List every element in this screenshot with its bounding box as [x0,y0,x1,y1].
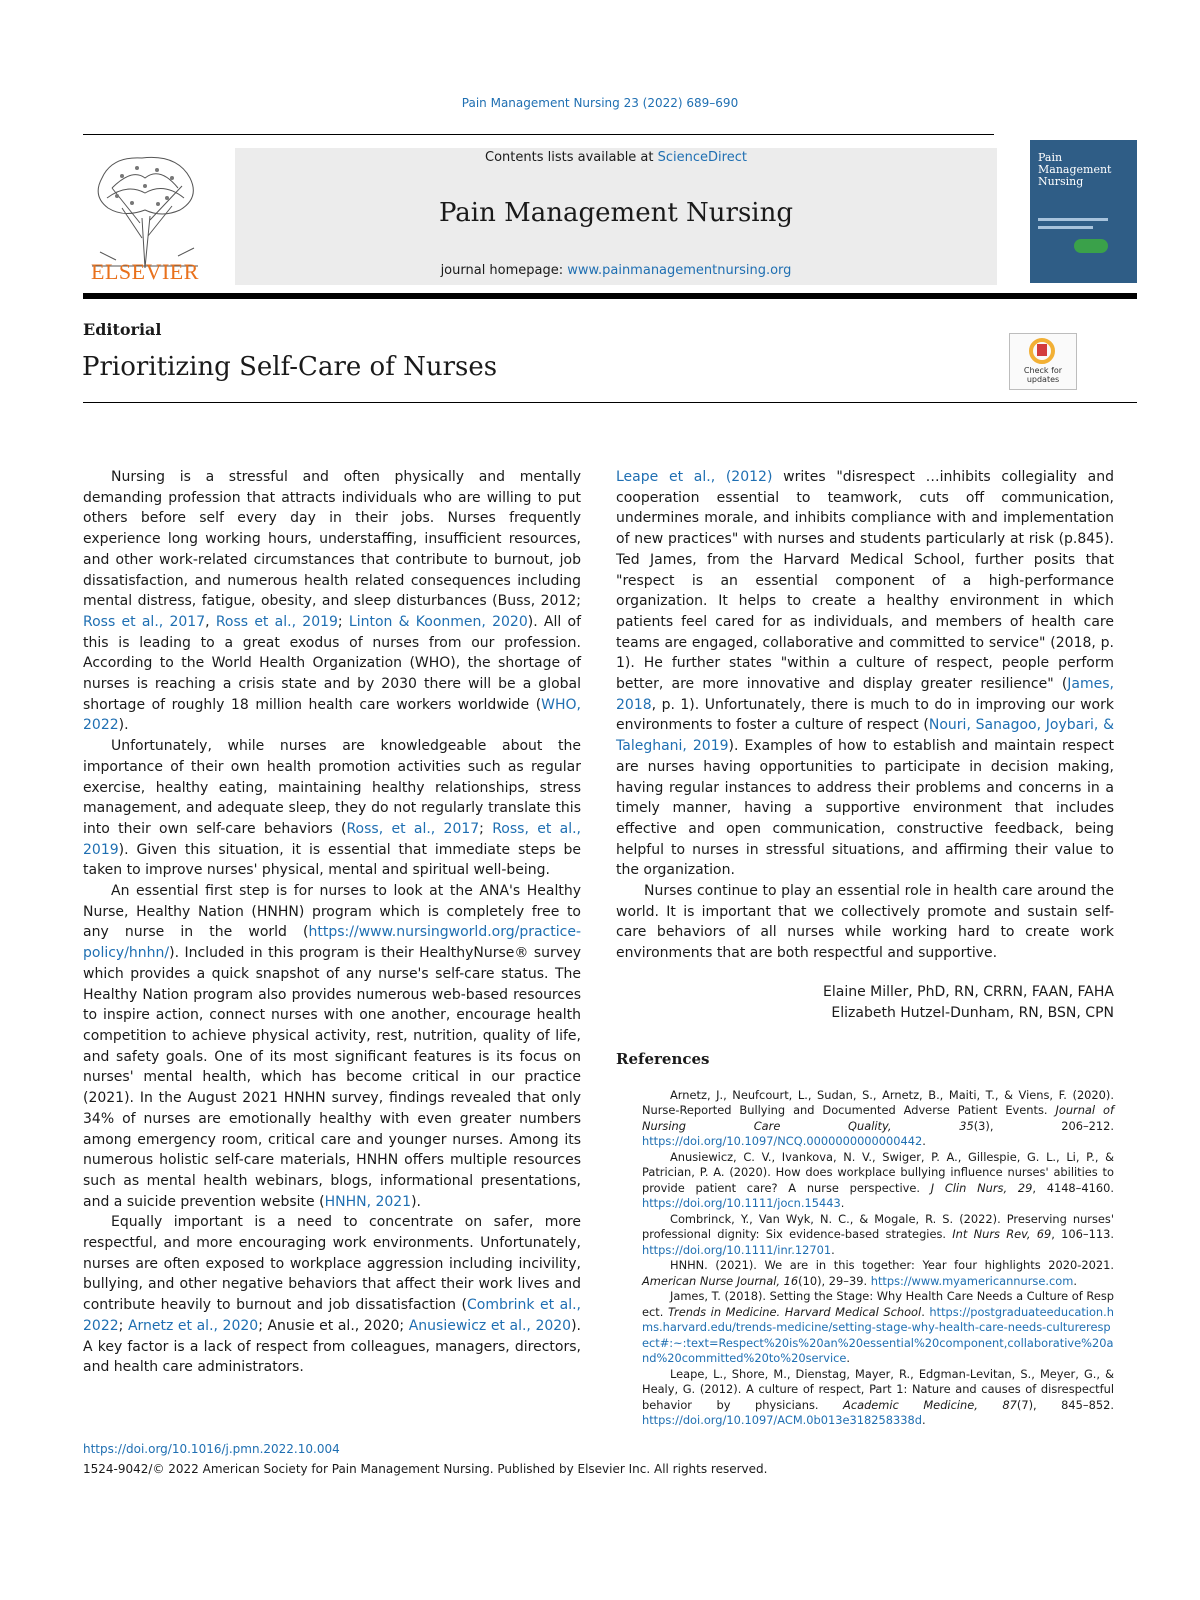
contents-prefix: Contents lists available at [485,150,658,165]
citation-link[interactable]: Combrink et al., 2022 [83,1297,581,1334]
contents-line [235,150,997,165]
author-name: Elaine Miller, PhD, RN, CRRN, FAAN, FAHA [823,983,1114,1000]
paragraph-1 [83,467,581,736]
text: Academic Medicine, 87 [843,1397,1017,1412]
citation-link[interactable]: Arnetz et al., 2020 [127,1317,259,1334]
text: . [1073,1273,1077,1288]
text: . [921,1413,926,1428]
citation-link[interactable]: HNHN, 2021 [324,1193,412,1210]
text: James, T. (2018). Setting the Stage: Why Health Care Needs a Culture of Respect. [642,1289,1114,1319]
text: (7), 845–852. [1016,1397,1114,1412]
author-name: Elizabeth Hutzel-Dunham, RN, BSN, CPN [831,1004,1114,1021]
text: . [846,1351,851,1366]
text: , 106–113. [1051,1227,1114,1242]
header-thick-rule [83,293,1137,299]
paragraph-2 [83,736,581,881]
reference-item [616,1258,1114,1289]
reference-doi-link[interactable]: https://doi.org/10.1111/inr.12701 [642,1242,832,1257]
reference-url-link[interactable]: https://www.myamericannurse.com [870,1273,1074,1288]
text: ). Given this situation, it is essential that immediate steps be taken to improve nurses' physical, mental and spiritual well-being. [83,841,581,879]
text: writes "disrespect …inhibits collegiality and cooperation essential to teamwork, cuts off communication, undermines morale, and inhibits compliance with and implementation of new practices" with nurses and students particularly at risk (p.845). Ted James, from the Harvard Medical School, further posits that "respect is an essential component of a high-performance organization. It helps to create a healthy environment in which patients feel cared for as individuals, and members of health care teams are engaged, collaborative and committed to service" (2018, p. 1). He further states "within a culture of respect, people perform better, are more innovative and display greater resilience" ( [616,469,1114,693]
article-title: Prioritizing Self-Care of Nurses [82,352,498,382]
text: J Clin Nurs, 29 [930,1180,1033,1195]
reference-item [616,1088,1114,1150]
text: , p. 1). Unfortunately, there is much to do in improving our work environments to foster a culture of respect ( [616,696,1114,734]
citation-link[interactable]: Leape et al., (2012) [616,469,773,485]
check-updates-label: Check for updates [1023,366,1063,384]
text: ). [118,717,129,734]
publisher-wordmark: ELSEVIER [91,259,199,284]
bookmark-icon [1037,344,1047,356]
text: ; [479,820,493,837]
body-column-right [616,467,1114,1429]
hnhn-url-link[interactable]: https://www.nursingworld.org/practice-policy/hnhn/ [83,924,581,962]
text: Nursing is a stressful and often physically and mentally demanding profession that attracts individuals who are willing to put others before self every day in their jobs. Nurses frequently experience long working hours, understaffing, insufficient resources, and other work-related circumstances that contribute to burnout, job dissatisfaction, and numerous health related consequences including mental distress, fatigue, obesity, and sleep disturbances (Buss, 2012; [83,469,581,610]
text: . [831,1242,835,1257]
text: ). Examples of how to establish and maintain respect are nurses having opportunities to participate in decision making, having regular instances to address their problems and concerns in a timely manner, having a supportive environment that includes effective and open communication, constructive feedback, being helpful to nurses in stressful situations, and affirming their value to the organization. [616,738,1114,879]
text: Leape, L., Shore, M., Dienstag, Mayer, R., Edgman-Levitan, S., Meyer, G., & Healy, G. (2012). A culture of respect, Part 1: Nature and causes of disrespectful behavior by physicians. [642,1366,1114,1412]
homepage-prefix: journal homepage: [440,263,568,278]
text: Trends in Medicine. Harvard Medical School [667,1304,922,1319]
cover-badge [1074,239,1108,253]
citation-link[interactable]: Ross, et al., 2019 [83,820,581,858]
author-signature [616,982,1114,1023]
text: . [922,1134,926,1149]
text: Anusiewicz, C. V., Ivankova, N. V., Swiger, P. A., Gillespie, G. L., Li, P., & Patrician, P. A. (2020). How does workplace bullying influence nurses' abilities to provide patient care? A nurse perspective. [642,1149,1114,1195]
reference-item [616,1150,1114,1212]
reference-item [616,1367,1114,1429]
text: , [205,613,216,630]
check-for-updates-button[interactable] [1009,333,1077,390]
citation-link[interactable]: James, 2018 [616,676,1114,713]
cover-title: Pain Management Nursing [1038,151,1112,188]
text: (10), 29–39. [798,1273,871,1288]
citation-link[interactable]: Ross et al., 2017 [83,613,206,630]
text: , 4148–4160. [1032,1180,1114,1195]
homepage-line [235,263,997,278]
text: Journal of Nursing Care Quality, 35 [642,1103,1114,1133]
title-rule [83,402,1137,403]
reference-doi-link[interactable]: https://doi.org/10.1097/ACM.0b013e318258338d [642,1413,922,1428]
text: ). A key factor is a lack of respect from colleagues, managers, directors, and health care administrators. [83,1317,581,1376]
text: ). [411,1193,422,1210]
citation-link[interactable]: Nouri, Sanagoo, Joybari, & Taleghani, 2019 [616,717,1114,755]
text: (3), 206–212. [973,1118,1114,1133]
text: Arnetz, J., Neufcourt, L., Sudan, S., Arnetz, B., Maiti, T., & Viens, F. (2020). Nurse-Reported Bullying and Documented Adverse Patient Events. [642,1087,1114,1118]
reference-url-link[interactable]: https://postgraduateeducation.hms.harvard.edu/trends-medicine/setting-stage-why-health-care-needs-culturerespect#:~:text=Respect%20is%20an%20essential%20component,collaborative%20and%20committed%20to%20service [642,1304,1114,1366]
text: Equally important is a need to concentrate on safer, more respectful, and more encouraging work environments. Unfortunately, nurses are often exposed to workplace aggression including incivility, bullying, and other negative behaviors that affect their work lives and contribute heavily to burnout and job dissatisfaction ( [83,1214,581,1314]
article-section-label: Editorial [83,320,162,339]
sciencedirect-link[interactable]: ScienceDirect [657,150,747,165]
reference-item [616,1212,1114,1259]
text: Combrinck, Y., Van Wyk, N. C., & Mogale, R. S. (2022). Preserving nurses' professional dignity: Six evidence-based strategies. [642,1211,1114,1242]
citation-link[interactable]: Ross et al., 2019 [215,613,338,630]
text: ; Anusie et al., 2020; [258,1317,409,1334]
text: ). Included in this program is their HealthyNurse® survey which provides a quick snapshot of any nurse's self-care status. The Healthy Nation program also provides numerous web-based resources to inspire action, connect nurses with one another, encourage health competition to achieve physical activity, rest, nutrition, quality of life, and safety goals. One of its most significant features is its focus on nurses' mental health, which has become critical in our practice (2021). In the August 2021 HNHN survey, findings revealed that only 34% of nurses are emotionally healthy with even greater numbers among emergency room, critical care and younger nurses. Among its numerous holistic self-care materials, HNHN offers multiple resources such as mental health webinars, blogs, informational presentations, and a suicide prevention website ( [83,945,581,1210]
copyright-notice: 1524-9042/© 2022 American Society for Pain Management Nursing. Published by Elsevier Inc. All rights reserved. [83,1462,768,1476]
text: . [840,1196,845,1211]
journal-citation-link[interactable]: Pain Management Nursing 23 (2022) 689–690 [461,96,739,110]
journal-name: Pain Management Nursing [438,198,794,228]
reference-doi-link[interactable]: https://doi.org/10.1111/jocn.15443 [642,1196,841,1211]
citation-link[interactable]: Anusiewicz et al., 2020 [408,1317,572,1334]
reference-doi-link[interactable]: https://doi.org/10.1097/NCQ.0000000000000442 [642,1134,923,1149]
citation-link[interactable]: Linton & Koonmen, 2020 [348,613,528,630]
article-doi-link[interactable]: https://doi.org/10.1016/j.pmn.2022.10.004 [83,1442,340,1456]
text: ; [118,1317,128,1334]
top-rule [83,134,994,135]
cover-stripe [1038,218,1108,221]
text: HNHN. (2021). We are in this together: Year four highlights 2020-2021. [670,1258,1114,1273]
text: ; [337,613,349,630]
reference-item [616,1289,1114,1367]
references-heading: References [616,1050,710,1069]
journal-cover-image[interactable] [1030,140,1137,283]
paragraph-4 [83,1212,581,1378]
text: . [921,1304,930,1319]
paragraph-3 [83,881,581,1212]
citation-link[interactable]: Ross, et al., 2017 [346,820,480,837]
text: Unfortunately, while nurses are knowledgeable about the importance of their own health promotion activities such as regular exercise, healthy eating, maintaining healthy relationships, stress management, and adequate sleep, they do not regularly translate this into their own self-care behaviors ( [83,738,581,837]
journal-homepage-link[interactable]: www.painmanagementnursing.org [567,263,792,278]
text: Int Nurs Rev, 69 [952,1227,1052,1242]
cover-stripe [1038,226,1093,229]
paragraph-5 [616,467,1114,881]
text: ). All of this is leading to a great exodus of nurses from our profession. According to the World Health Organization (WHO), the shortage of nurses is reaching a crisis state and by 2030 there will be a global shortage of roughly 18 million health care workers worldwide ( [83,613,582,713]
paragraph-6: Nurses continue to play an essential role in health care around the world. It is important that we collectively promote and sustain self-care behaviors of all nurses while working hard to create work environments that are both respectful and supportive. [616,883,1114,962]
citation-link[interactable]: WHO, 2022 [83,696,581,734]
body-column-left [83,467,581,1378]
text: American Nurse Journal, 16 [642,1273,799,1288]
text: An essential first step is for nurses to look at the ANA's Healthy Nurse, Healthy Nation (HNHN) program which is completely free to any nurse in the world ( [83,883,581,941]
